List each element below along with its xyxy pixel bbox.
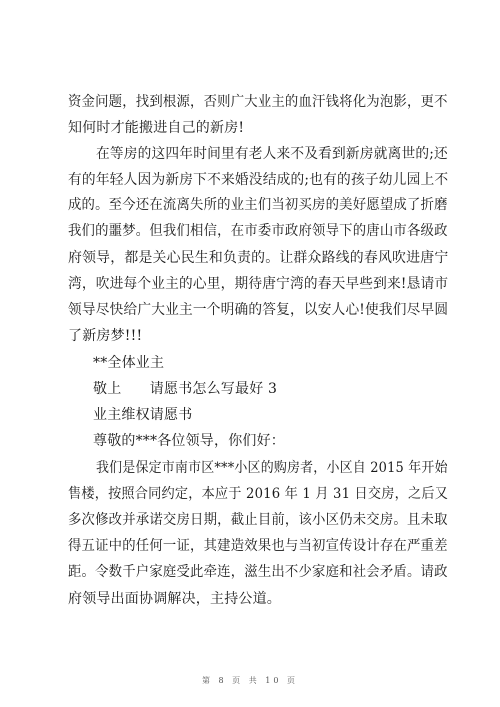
text-line: 我们是保定市南市区***小区的购房者，小区自 2015 年开始: [96, 460, 448, 476]
text-line: 成的。至今还在流离失所的业主们当初买房的美好愿望成了折磨: [68, 197, 448, 213]
text-line: 府领导出面协调解决，主持公道。: [68, 591, 281, 607]
page-number-footer: 第 8 页 共 10 页: [202, 676, 298, 685]
text-line: 府领导，都是关心民生和负责的。让群众路线的春风吹进唐宁: [68, 250, 449, 266]
text-line: 我们的噩梦。但我们相信，在市委市政府领导下的唐山市各级政: [68, 223, 448, 239]
section-title: 业主维权请愿书: [93, 407, 193, 423]
text-line: 资金问题，找到根源，否则广大业主的血汗钱将化为泡影，更不: [68, 94, 448, 110]
text-line: 售楼，按照合同约定，本应于 2016 年 1 月 31 日交房，之后又: [68, 486, 449, 502]
text-line: 有的年轻人因为新房下不来婚没结成的;也有的孩子幼儿园上不: [68, 172, 449, 188]
salutation-line: 尊敬的***各位领导，你们好：: [93, 433, 285, 449]
text-line: 知何时才能搬进自己的新房!: [68, 120, 245, 136]
text-line: 领导尽快给广大业主一个明确的答复，以安人心!使我们尽早圆: [68, 302, 449, 318]
closing-line: 敬上 请愿书怎么写最好 3: [93, 381, 278, 397]
text-line: 得五证中的任何一证，其建造效果也与当初宣传设计存在严重差: [68, 538, 448, 554]
text-line: 在等房的这四年时间里有老人来不及看到新房就离世的;还: [96, 146, 448, 162]
text-line: 距。令数千户家庭受此牵连，滋生出不少家庭和社会矛盾。请政: [68, 564, 448, 580]
signature-line: **全体业主: [93, 355, 165, 371]
text-line: 多次修改并承诺交房日期，截止目前，该小区仍未交房。且未取: [68, 512, 448, 528]
text-line: 了新房梦!!!: [68, 328, 143, 344]
text-line: 湾，吹进每个业主的心里，期待唐宁湾的春天早些到来!恳请市: [68, 276, 449, 292]
